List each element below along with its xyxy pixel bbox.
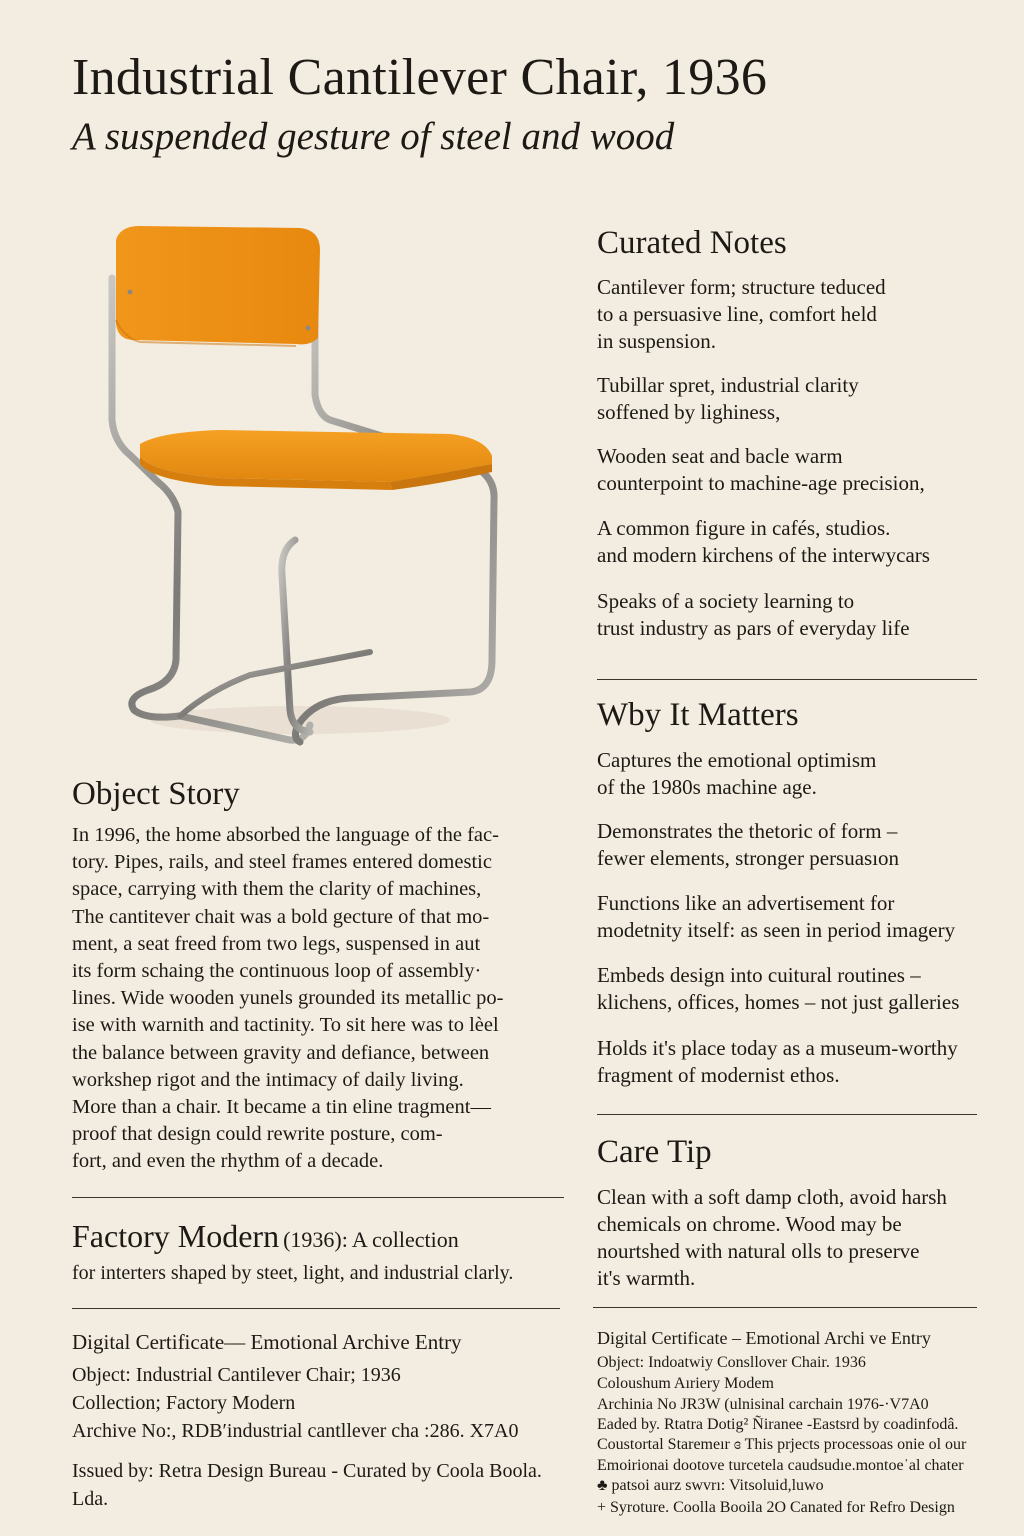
why-item [597, 747, 876, 801]
story-line: ment, a seat freed from two legs, suspensed in aut [72, 932, 481, 955]
certificate-archive: Archive No:, RDB′industrial cantllever cha :286. X7A0 [72, 1420, 519, 1442]
story-line: space, carrying with them the clarity of machines, [72, 878, 482, 901]
curated-note [597, 443, 925, 497]
why-item [597, 818, 899, 872]
collection-name: Factory Modern [72, 1218, 280, 1254]
why-line: of the 1980s machine age. [597, 775, 817, 799]
note-line: to a persuasive line, comfort held [597, 302, 877, 326]
why-line: klichens, offices, homes – not just galleries [597, 990, 960, 1014]
story-line: lines. Wide wooden yunels grounded its metallic po- [72, 987, 504, 1010]
note-line: soffened by lighiness, [597, 400, 781, 424]
story-line: In 1996, the home absorbed the language of the fac- [72, 824, 499, 846]
story-line: More than a chair. It became a tin eline tragment— [72, 1096, 491, 1119]
why-line: Embeds design into cuitural routines – [597, 963, 921, 987]
why-line: fragment of modernist ethos. [597, 1063, 840, 1087]
certificate-right-line: Emoirionai dootove turcetela caudsudıe.montoeˈal chater [597, 1457, 964, 1474]
certificate-right-line: Eaded by. Rtatra Dotig² Ñiranee -Eastsrd by coadinfodâ. [597, 1416, 959, 1433]
note-line: counterpoint to machine-age precision, [597, 471, 925, 495]
divider [72, 1308, 560, 1309]
care-tip-text [597, 1184, 947, 1292]
note-line: Tubillar spret, industrial clarity [597, 373, 859, 397]
care-line: nourtshed with natural olls to preserve [597, 1239, 920, 1263]
note-line: Cantilever form; structure teduced [597, 275, 886, 299]
why-it-matters-heading: Wby It Matters [597, 697, 799, 733]
why-line: fewer elements, stronger persuasıon [597, 846, 900, 870]
certificate-right-line: + Syroture. Coolla Booila 2O Canated for Refro Design [597, 1499, 955, 1516]
story-line: The cantitever chait was a bold gecture of that mo- [72, 905, 490, 928]
object-story-text [72, 822, 572, 1176]
story-line: fort, and even the rhythm of a decade. [72, 1150, 384, 1173]
certificate-right-line: ♣ patsoi aurz swvrı: Vitsoluid,luwo [597, 1477, 824, 1494]
why-line: Functions like an advertisement for [597, 891, 895, 915]
certificate-right-line: Coustortal Staremeır ɞ This prjects processoas onie ol our [597, 1436, 967, 1453]
why-line: Holds it's place today as a museum-worthy [597, 1036, 958, 1060]
curated-note [597, 515, 930, 569]
note-line: and modern kirchens of the interwycars [597, 543, 930, 567]
why-line: modetnity itself: as seen in period imagery [597, 918, 956, 942]
note-line: A common figure in cafés, studios. [597, 516, 891, 540]
care-tip-heading: Care Tip [597, 1134, 712, 1170]
certificate-collection: Collection; Factory Modern [72, 1392, 296, 1414]
chair-image [100, 220, 520, 760]
object-story-heading: Object Story [72, 776, 240, 812]
divider [72, 1197, 564, 1198]
story-line: proof that design could rewrite posture, com- [72, 1123, 443, 1146]
story-line: workshep rigot and the intimacy of daily living. [72, 1068, 464, 1091]
story-line: ise with warnith and tactinity. To sit here was to lèel [72, 1014, 499, 1037]
collection-year: (1936): [283, 1227, 348, 1252]
care-line: Clean with a soft damp cloth, avoid harsh [597, 1185, 947, 1209]
certificate-right-heading: Digital Certificate – Emotional Archi ve Entry [597, 1328, 931, 1348]
note-line: trust industry as pars of everyday life [597, 616, 910, 640]
care-line: it's warmth. [597, 1266, 696, 1290]
why-item [597, 890, 955, 944]
certificate-issued: Issued by: Retra Design Bureau - Curated by Coola Boola. [72, 1460, 542, 1482]
why-line: Demonstrates the thetoric of form – [597, 819, 898, 843]
collection-lead: A collection [351, 1227, 459, 1252]
divider [597, 679, 977, 680]
divider [593, 1307, 977, 1308]
curated-notes-heading: Curated Notes [597, 225, 787, 261]
divider [597, 1114, 977, 1115]
note-line: in suspension. [597, 329, 717, 353]
care-line: chemicals on chrome. Wood may be [597, 1212, 902, 1236]
why-line: Captures the emotional optimism [597, 748, 877, 772]
curated-note [597, 274, 886, 355]
certificate-left-heading: Digital Certificate— Emotional Archive Entry [72, 1330, 462, 1354]
certificate-right-line: Object: Indoatwiy Consllover Chair. 1936 [597, 1354, 866, 1371]
page-title: Industrial Cantilever Chair, 1936 [72, 49, 768, 106]
why-item [597, 1035, 958, 1089]
why-item [597, 962, 959, 1016]
curated-note [597, 372, 859, 426]
story-line: its form schaing the continuous loop of assembly· [72, 960, 482, 983]
certificate-right-line: Coloushum Aıriery Modem [597, 1375, 774, 1392]
page-subtitle: A suspended gesture of steel and wood [72, 115, 675, 158]
collection-description: for interters shaped by steet, light, and industrial clarly. [72, 1262, 514, 1284]
collection-heading [72, 1218, 459, 1255]
note-line: Speaks of a society learning to [597, 589, 855, 613]
certificate-issued-cont: Lda. [72, 1488, 109, 1510]
note-line: Wooden seat and bacle warm [597, 444, 843, 468]
certificate-right-line: Archinia No JR3W (ulnisinal carchain 1976-·V7A0 [597, 1396, 929, 1413]
story-line: tory. Pipes, rails, and steel frames entered domestic [72, 851, 492, 874]
story-line: the balance between gravity and defiance, between [72, 1041, 490, 1064]
curated-note [597, 588, 910, 642]
certificate-object: Object: Industrial Cantilever Chair; 1936 [72, 1364, 401, 1386]
